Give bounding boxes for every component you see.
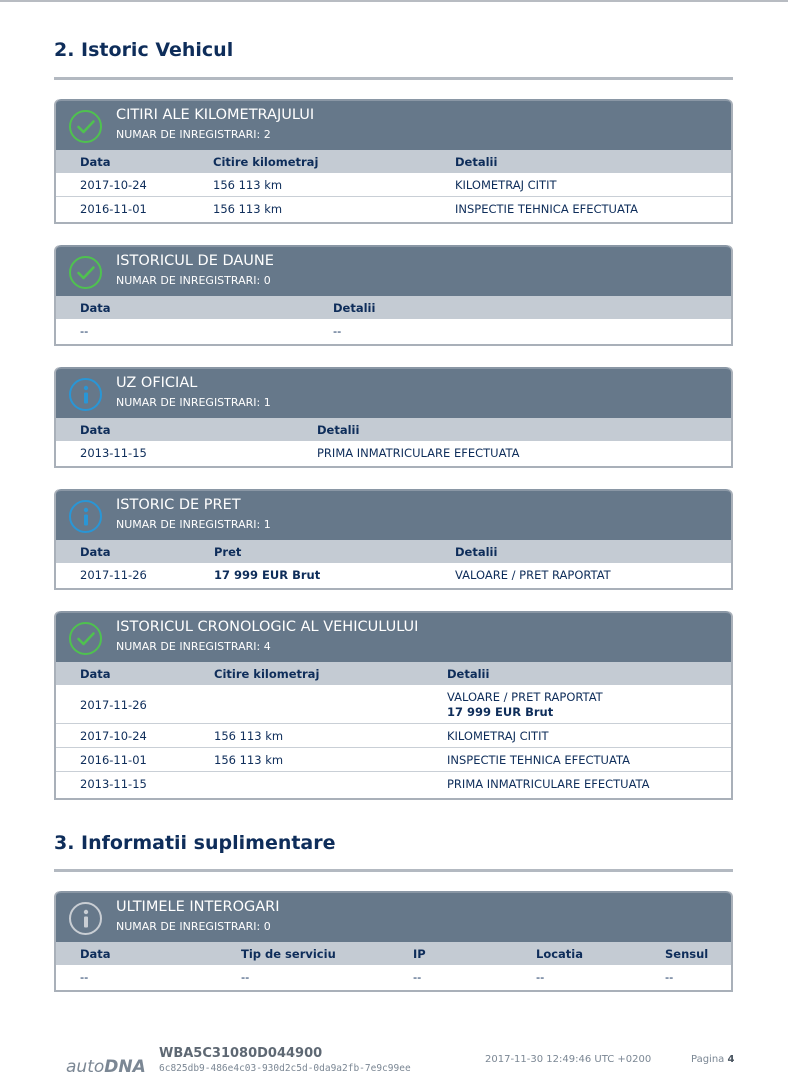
card-header	[56, 489, 731, 540]
col-header-details: Detalii	[317, 423, 360, 437]
cell-date: 2013-11-15	[80, 777, 147, 791]
table-row	[56, 772, 731, 796]
col-header-details: Detalii	[333, 301, 376, 315]
cell-odometer: 156 113 km	[214, 729, 284, 743]
page-number: Pagina 4	[691, 1054, 735, 1065]
col-header-date: Data	[80, 667, 111, 681]
card-header	[56, 891, 731, 942]
table-header	[56, 418, 731, 441]
card-official-use	[54, 367, 733, 468]
table-row	[56, 724, 731, 748]
cell-ip: --	[413, 970, 422, 984]
cell-date: --	[80, 324, 89, 338]
cell-price: 17 999 EUR Brut	[214, 568, 321, 582]
cell-date: 2016-11-01	[80, 753, 147, 767]
cell-date: 2017-10-24	[80, 729, 147, 743]
table-header	[56, 540, 731, 563]
table-header	[56, 150, 731, 173]
col-header-date: Data	[80, 423, 111, 437]
cell-details: INSPECTIE TEHNICA EFECTUATA	[455, 202, 638, 216]
cell-odometer: 156 113 km	[213, 178, 283, 192]
card-header	[56, 99, 731, 150]
cell-details: KILOMETRAJ CITIT	[455, 178, 557, 192]
card-odometer-readings	[54, 99, 733, 224]
table-header	[56, 942, 731, 965]
col-header-details: Detalii	[455, 155, 498, 169]
col-header-date: Data	[80, 947, 111, 961]
card-title: CITIRI ALE KILOMETRAJULUI	[116, 107, 315, 123]
table-row	[56, 748, 731, 772]
cell-odometer: 156 113 km	[213, 202, 283, 216]
col-header-location: Locatia	[536, 947, 584, 961]
info-circle-icon	[69, 902, 102, 935]
card-title: ISTORIC DE PRET	[116, 497, 241, 513]
report-timestamp: 2017-11-30 12:49:46 UTC +0200	[485, 1054, 652, 1065]
section-title-additional-info: 3. Informatii suplimentare	[54, 832, 336, 854]
col-header-price: Pret	[214, 545, 242, 559]
info-circle-icon	[69, 500, 102, 533]
col-header-service-type: Tip de serviciu	[241, 947, 336, 961]
vin-number: WBA5C31080D044900	[159, 1046, 323, 1061]
card-header	[56, 367, 731, 418]
table-row	[56, 965, 731, 989]
col-header-odometer: Citire kilometraj	[214, 667, 320, 681]
table-row	[56, 319, 731, 343]
cell-details: VALOARE / PRET RAPORTAT	[455, 568, 611, 582]
col-header-date: Data	[80, 301, 111, 315]
col-header-details: Detalii	[447, 667, 490, 681]
section-title-vehicle-history: 2. Istoric Vehicul	[54, 39, 234, 61]
page-footer	[0, 1040, 788, 1079]
table-header	[56, 296, 731, 319]
cell-date: 2017-11-26	[80, 698, 147, 712]
section-divider	[54, 869, 733, 872]
table-row	[56, 563, 731, 587]
cell-location: --	[536, 970, 545, 984]
autodna-logo: autoDNA	[66, 1057, 146, 1077]
check-circle-icon	[69, 110, 102, 143]
card-title: ISTORICUL DE DAUNE	[116, 253, 274, 269]
cell-details: VALOARE / PRET RAPORTAT	[447, 690, 603, 704]
cell-date: --	[80, 970, 89, 984]
table-row	[56, 685, 731, 724]
cell-direction: --	[665, 970, 674, 984]
check-circle-icon	[69, 622, 102, 655]
cell-date: 2016-11-01	[80, 202, 147, 216]
record-count: NUMAR DE INREGISTRARI: 0	[116, 920, 271, 933]
record-count: NUMAR DE INREGISTRARI: 1	[116, 518, 271, 531]
cell-details: --	[333, 324, 342, 338]
report-hash: 6c825db9-486e4c03-930d2c5d-0da9a2fb-7e9c99ee	[159, 1063, 411, 1074]
card-title: UZ OFICIAL	[116, 375, 198, 391]
card-title: ISTORICUL CRONOLOGIC AL VEHICULULUI	[116, 619, 419, 635]
check-circle-icon	[69, 256, 102, 289]
table-row	[56, 441, 731, 465]
record-count: NUMAR DE INREGISTRARI: 4	[116, 640, 271, 653]
info-circle-icon	[69, 378, 102, 411]
record-count: NUMAR DE INREGISTRARI: 1	[116, 396, 271, 409]
cell-date: 2017-11-26	[80, 568, 147, 582]
col-header-odometer: Citire kilometraj	[213, 155, 319, 169]
cell-details: KILOMETRAJ CITIT	[447, 729, 549, 743]
cell-service-type: --	[241, 970, 250, 984]
col-header-details: Detalii	[455, 545, 498, 559]
col-header-date: Data	[80, 545, 111, 559]
col-header-ip: IP	[413, 947, 426, 961]
cell-details: PRIMA INMATRICULARE EFECTUATA	[317, 446, 520, 460]
cell-details: INSPECTIE TEHNICA EFECTUATA	[447, 753, 630, 767]
card-damage-history	[54, 245, 733, 346]
card-header	[56, 611, 731, 662]
top-border	[0, 0, 788, 2]
col-header-date: Data	[80, 155, 111, 169]
table-header	[56, 662, 731, 685]
record-count: NUMAR DE INREGISTRARI: 0	[116, 274, 271, 287]
card-chronological-history	[54, 611, 733, 800]
record-count: NUMAR DE INREGISTRARI: 2	[116, 128, 271, 141]
card-title: ULTIMELE INTEROGARI	[116, 899, 280, 915]
cell-date: 2013-11-15	[80, 446, 147, 460]
cell-details: PRIMA INMATRICULARE EFECTUATA	[447, 777, 650, 791]
card-last-queries	[54, 891, 733, 992]
cell-price: 17 999 EUR Brut	[447, 705, 554, 719]
card-price-history	[54, 489, 733, 590]
cell-date: 2017-10-24	[80, 178, 147, 192]
section-divider	[54, 77, 733, 80]
card-header	[56, 245, 731, 296]
table-row	[56, 173, 731, 197]
col-header-direction: Sensul	[665, 947, 709, 961]
table-row	[56, 197, 731, 221]
cell-odometer: 156 113 km	[214, 753, 284, 767]
